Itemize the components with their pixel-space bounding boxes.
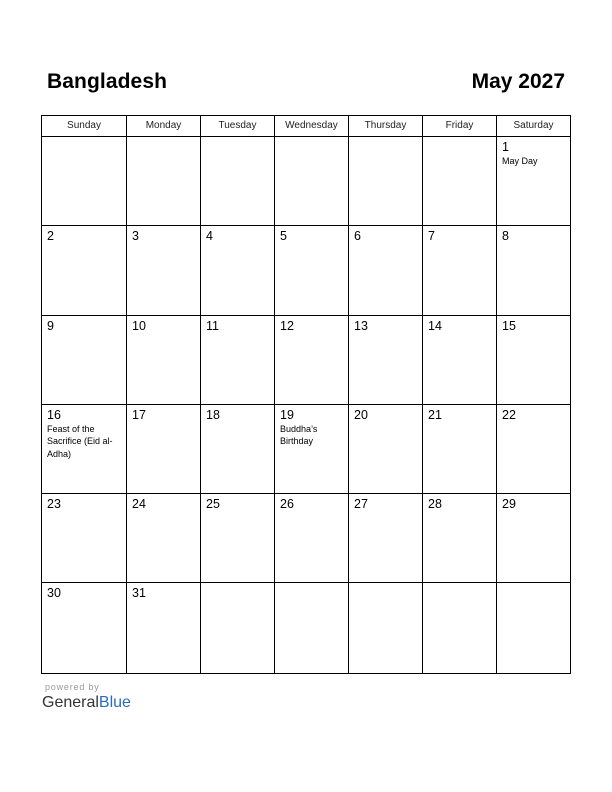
day-cell [127, 494, 201, 582]
weekday-header-row [42, 116, 570, 137]
day-number: 8 [502, 229, 509, 244]
day-number: 28 [428, 497, 442, 512]
day-number: 18 [206, 407, 220, 422]
day-cell [275, 405, 349, 493]
day-cell [497, 316, 570, 404]
day-cell [42, 226, 127, 314]
day-number: 1 [502, 140, 509, 154]
day-number: 5 [280, 229, 287, 244]
week-row [42, 226, 570, 315]
day-cell [201, 316, 275, 404]
powered-by-text: powered by [45, 682, 100, 692]
day-cell [42, 583, 127, 672]
day-cell [127, 137, 201, 225]
day-cell [275, 226, 349, 314]
day-cell [497, 137, 570, 225]
day-cell [275, 137, 349, 225]
day-number: 19 [280, 407, 294, 422]
day-cell [275, 316, 349, 404]
day-number: 23 [47, 497, 61, 512]
week-row [42, 583, 570, 672]
weekday-wednesday: Wednesday [275, 116, 349, 136]
day-number: 3 [132, 229, 139, 244]
day-number: 16 [47, 407, 61, 422]
day-cell [201, 137, 275, 225]
day-cell [201, 583, 275, 672]
weekday-tuesday: Tuesday [201, 116, 275, 136]
day-cell [42, 137, 127, 225]
day-cell [127, 316, 201, 404]
day-cell [497, 226, 570, 314]
day-cell [127, 405, 201, 493]
week-row [42, 405, 570, 494]
day-event: Buddha’s Birthday [280, 423, 318, 447]
week-row [42, 137, 570, 226]
weekday-saturday: Saturday [513, 120, 554, 131]
month-year-title: May 2027 [471, 70, 565, 93]
day-number: 17 [132, 407, 146, 422]
day-number: 13 [354, 318, 368, 333]
day-cell [423, 226, 497, 314]
country-title: Bangladesh [47, 70, 168, 93]
day-number: 10 [132, 318, 146, 333]
day-event: May Day [502, 156, 538, 166]
day-number: 12 [280, 318, 294, 333]
generalblue-logo[interactable] [42, 694, 131, 712]
day-number: 6 [354, 229, 361, 244]
day-number: 24 [132, 497, 146, 512]
day-number: 26 [280, 497, 294, 512]
day-number: 2 [47, 229, 54, 244]
day-number: 22 [502, 407, 516, 422]
day-cell [201, 226, 275, 314]
day-cell [349, 316, 423, 404]
day-cell [275, 494, 349, 582]
day-cell [423, 583, 497, 672]
week-row [42, 494, 570, 583]
weekday-monday: Monday [127, 116, 201, 136]
day-cell [423, 316, 497, 404]
day-cell [349, 137, 423, 225]
day-number: 30 [47, 586, 61, 601]
calendar-grid [41, 115, 571, 674]
day-number: 15 [502, 318, 516, 333]
day-cell [42, 316, 127, 404]
day-cell [42, 405, 127, 493]
day-cell [127, 226, 201, 314]
day-cell [275, 583, 349, 672]
day-cell [201, 494, 275, 582]
day-cell [349, 583, 423, 672]
brand-general: General [42, 694, 99, 711]
day-cell [349, 494, 423, 582]
day-cell [497, 494, 570, 582]
day-number: 14 [428, 318, 442, 333]
day-number: 4 [206, 229, 213, 244]
day-cell [423, 494, 497, 582]
week-row [42, 316, 570, 405]
day-number: 9 [47, 318, 54, 333]
day-cell [497, 405, 570, 493]
day-number: 29 [502, 497, 516, 512]
weekday-sunday: Sunday [42, 116, 127, 136]
day-number: 25 [206, 497, 220, 512]
day-number: 31 [132, 586, 146, 601]
day-number: 21 [428, 407, 442, 422]
day-event: Feast of the Sacrifice (Eid al-Adha) [47, 423, 113, 459]
day-number: 11 [206, 318, 219, 333]
day-cell [349, 405, 423, 493]
day-cell [349, 226, 423, 314]
day-number: 7 [428, 229, 435, 244]
day-cell [497, 583, 570, 672]
day-cell [201, 405, 275, 493]
weekday-thursday: Thursday [349, 116, 423, 136]
weekday-friday: Friday [423, 116, 497, 136]
day-cell [423, 405, 497, 493]
day-cell [127, 583, 201, 672]
day-number: 27 [354, 497, 368, 512]
day-cell [42, 494, 127, 582]
day-number: 20 [354, 407, 368, 422]
day-cell [423, 137, 497, 225]
brand-blue: Blue [98, 694, 131, 711]
